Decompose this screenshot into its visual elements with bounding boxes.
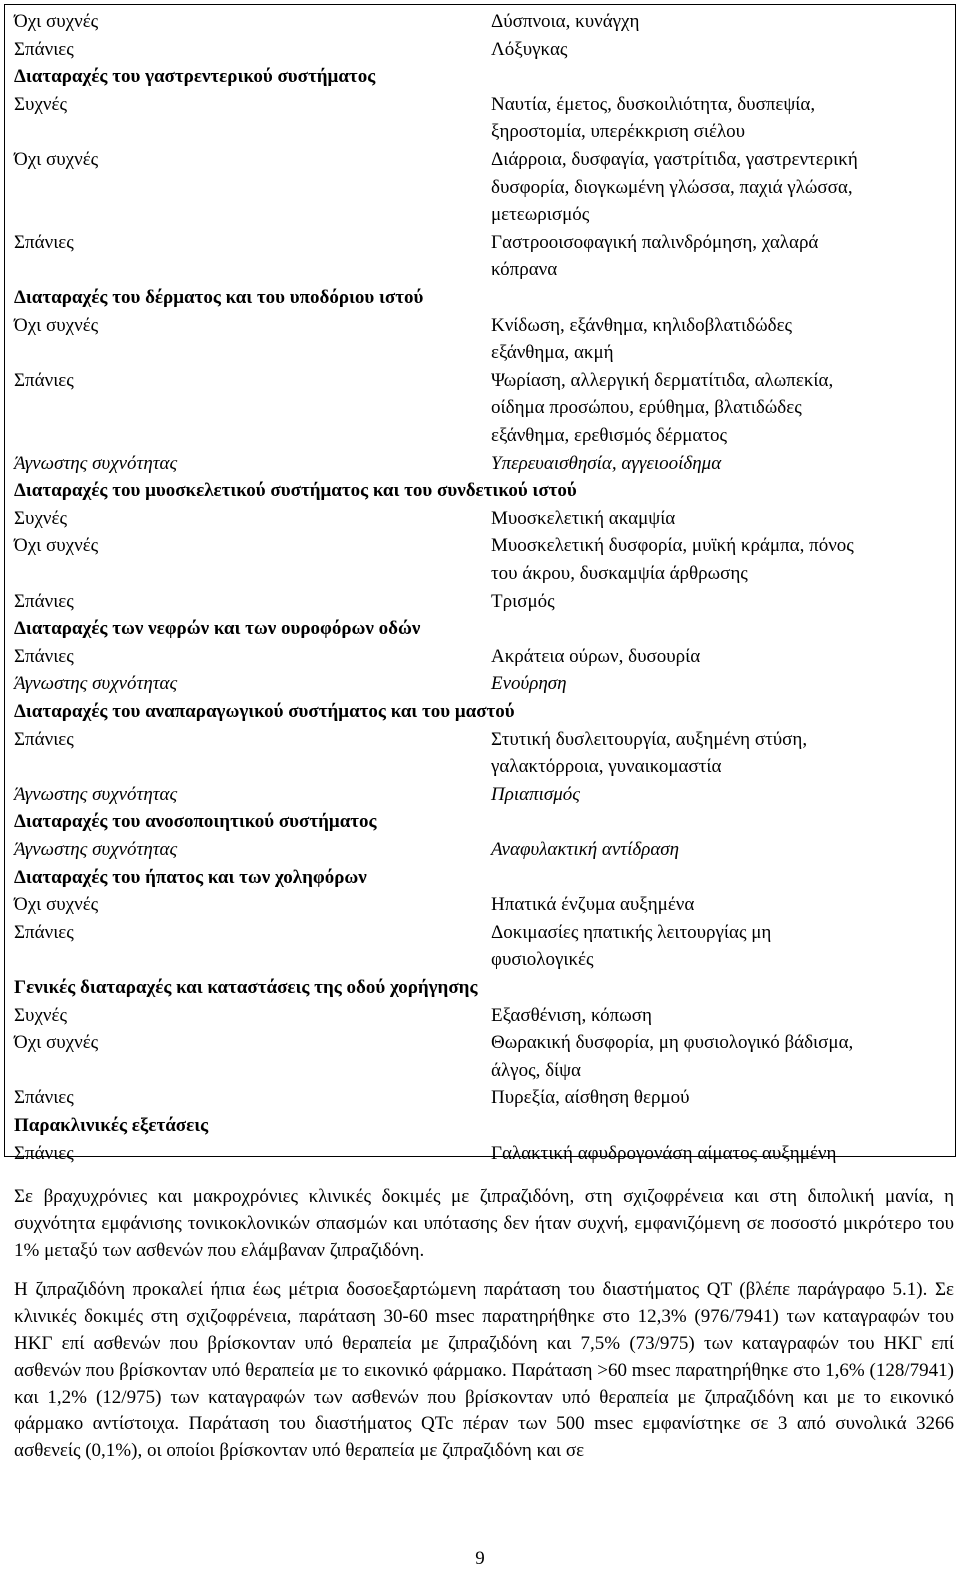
section-heading: Διαταραχές του δέρματος και του υποδόριου ιστού bbox=[14, 287, 424, 308]
frequency-label: Σπάνιες bbox=[14, 645, 74, 667]
adverse-effect-text: Δοκιμασίες ηπατικής λειτουργίας μη bbox=[491, 921, 772, 943]
adverse-effect-text: Ενούρηση bbox=[491, 673, 567, 695]
adverse-effect-text: Πριαπισμός bbox=[491, 783, 581, 805]
frequency-label: Όχι συχνές bbox=[14, 535, 99, 557]
frequency-label: Σπάνιες bbox=[14, 728, 74, 750]
adverse-effect-text: Διάρροια, δυσφαγία, γαστρίτιδα, γαστρεντερική bbox=[491, 149, 858, 170]
frequency-label: Σπάνιες bbox=[14, 231, 74, 253]
adverse-effect-text: Ηπατικά ένζυμα αυξημένα bbox=[491, 894, 695, 916]
adverse-effect-text: Λόξυγκας bbox=[491, 38, 568, 60]
frequency-label: Άγνωστης συχνότητας bbox=[14, 783, 178, 805]
adverse-effect-text: Ψωρίαση, αλλεργική δερματίτιδα, αλωπεκία, bbox=[491, 369, 834, 391]
adverse-effect-text: Τρισμός bbox=[491, 590, 555, 612]
frequency-label: Άγνωστης συχνότητας bbox=[14, 673, 178, 695]
adverse-effect-text: ξηροστομία, υπερέκκριση σιέλου bbox=[491, 121, 746, 143]
frequency-label: Όχι συχνές bbox=[14, 149, 99, 170]
section-heading: Παρακλινικές εξετάσεις bbox=[14, 1115, 209, 1136]
frequency-label: Όχι συχνές bbox=[14, 314, 99, 336]
adverse-effect-text: Θωρακική δυσφορία, μη φυσιολογικό βάδισμα, bbox=[491, 1032, 854, 1054]
adverse-effect-text: Μυοσκελετική δυσφορία, μυϊκή κράμπα, πόνος bbox=[491, 535, 854, 557]
adverse-effect-text: εξάνθημα, ερεθισμός δέρματος bbox=[491, 425, 728, 446]
frequency-label: Σπάνιες bbox=[14, 1142, 74, 1164]
adverse-effect-text: Στυτική δυσλειτουργία, αυξημένη στύση, bbox=[491, 728, 808, 750]
adverse-effect-text: Ναυτία, έμετος, δυσκοιλιότητα, δυσπεψία, bbox=[491, 93, 816, 115]
frequency-label: Όχι συχνές bbox=[14, 894, 99, 916]
frequency-label: Σπάνιες bbox=[14, 590, 74, 612]
section-heading: Διαταραχές του ανοσοποιητικού συστήματος bbox=[14, 811, 377, 833]
adverse-reactions-table bbox=[4, 4, 956, 1164]
frequency-label: Άγνωστης συχνότητας bbox=[14, 452, 178, 474]
frequency-label: Συχνές bbox=[14, 93, 67, 115]
adverse-effect-text: Πυρεξία, αίσθηση θερμού bbox=[491, 1087, 690, 1109]
adverse-effect-text: φυσιολογικές bbox=[491, 949, 594, 971]
frequency-label: Σπάνιες bbox=[14, 38, 74, 60]
frequency-label: Σπάνιες bbox=[14, 1087, 74, 1109]
paragraph-qt-prolongation: Η ζιπραζιδόνη προκαλεί ήπια έως μέτρια δοσοεξαρτώμενη παράταση του διαστήματος QT (βλέπε παράγραφο 5.1). Σε κλινικές δοκιμές στη σχιζοφρένεια, παράταση 30-60 msec παρατηρήθηκε στο 12,3% (976/7941) των καταγραφών του ΗΚΓ επί ασθενών που βρίσκονταν υπό θεραπεία με ζιπραζιδόνη και 7,5% (73/975) των καταγραφών του ΗΚΓ επί ασθενών που βρίσκονταν υπό θεραπεία με το εικονικό φάρμακο. Παράταση >60 msec παρατηρήθηκε στο 1,6% (128/7941) και 1,2% (12/975) των καταγραφών των ασθενών που βρίσκονταν υπό θεραπεία με ζιπραζιδόνη και με το εικονικό φάρμακο αντίστοιχα. Παράταση του διαστήματος QTc πέραν των 500 msec εμφανίστηκε σε 3 από συνολικά 3266 ασθενείς (0,1%), οι οποίοι βρίσκονταν υπό θεραπεία με ζιπραζιδόνη και σε bbox=[14, 1279, 954, 1462]
section-heading: Διαταραχές του γαστρεντερικού συστήματος bbox=[14, 66, 376, 88]
adverse-effect-text: Υπερευαισθησία, αγγειοοίδημα bbox=[491, 452, 722, 474]
frequency-label: Σπάνιες bbox=[14, 369, 74, 391]
adverse-effect-text: Κνίδωση, εξάνθημα, κηλιδοβλατιδώδες bbox=[491, 314, 793, 336]
adverse-effect-text: κόπρανα bbox=[491, 259, 558, 281]
body-text bbox=[14, 1184, 954, 1478]
adverse-effect-text: Γαλακτική αφυδρογονάση αίματος αυξημένη bbox=[491, 1142, 837, 1164]
adverse-effect-text: οίδημα προσώπου, ερύθημα, βλατιδώδες bbox=[491, 397, 802, 419]
section-heading: Διαταραχές των νεφρών και των ουροφόρων οδών bbox=[14, 618, 421, 640]
frequency-label: Σπάνιες bbox=[14, 921, 74, 943]
adverse-effect-text: μετεωρισμός bbox=[491, 204, 590, 226]
adverse-effect-text: Ακράτεια ούρων, δυσουρία bbox=[491, 645, 701, 667]
frequency-label: Συχνές bbox=[14, 507, 67, 529]
paragraph-seizures-hypotension: Σε βραχυχρόνιες και μακροχρόνιες κλινικές δοκιμές με ζιπραζιδόνη, στη σχιζοφρένεια και στη διπολική μανία, η συχνότητα εμφάνισης τονικοκλονικών σπασμών και υπότασης δεν ήταν συχνή, εμφανιζόμενη σε ποσοστό μικρότερο του 1% μεταξύ των ασθενών που ελάμβαναν ζιπραζιδόνη. bbox=[14, 1186, 954, 1261]
section-heading: Διαταραχές του μυοσκελετικού συστήματος και του συνδετικού ιστού bbox=[14, 480, 577, 502]
frequency-label: Συχνές bbox=[14, 1004, 67, 1026]
section-heading: Διαταραχές του αναπαραγωγικού συστήματος και του μαστού bbox=[14, 701, 515, 722]
adverse-effect-text: γαλακτόρροια, γυναικομαστία bbox=[491, 756, 722, 778]
adverse-effect-text: δυσφορία, διογκωμένη γλώσσα, παχιά γλώσσα, bbox=[491, 176, 853, 198]
section-heading: Διαταραχές του ήπατος και των χοληφόρων bbox=[14, 866, 367, 888]
adverse-effect-text: εξάνθημα, ακμή bbox=[491, 342, 614, 364]
section-heading: Γενικές διαταραχές και καταστάσεις της οδού χορήγησης bbox=[14, 977, 478, 998]
frequency-label: Όχι συχνές bbox=[14, 11, 99, 32]
adverse-effect-text: του άκρου, δυσκαμψία άρθρωσης bbox=[491, 563, 748, 584]
adverse-effect-text: Δύσπνοια, κυνάγχη bbox=[491, 11, 640, 32]
page-number: 9 bbox=[475, 1548, 485, 1569]
adverse-effect-text: άλγος, δίψα bbox=[491, 1059, 581, 1081]
adverse-effect-text: Εξασθένιση, κόπωση bbox=[491, 1004, 652, 1026]
adverse-effect-text: Γαστροοισοφαγική παλινδρόμηση, χαλαρά bbox=[491, 231, 819, 253]
frequency-label: Όχι συχνές bbox=[14, 1032, 99, 1054]
frequency-label: Άγνωστης συχνότητας bbox=[14, 839, 178, 860]
adverse-effect-text: Μυοσκελετική ακαμψία bbox=[491, 507, 676, 529]
adverse-effect-text: Αναφυλακτική αντίδραση bbox=[491, 839, 680, 860]
